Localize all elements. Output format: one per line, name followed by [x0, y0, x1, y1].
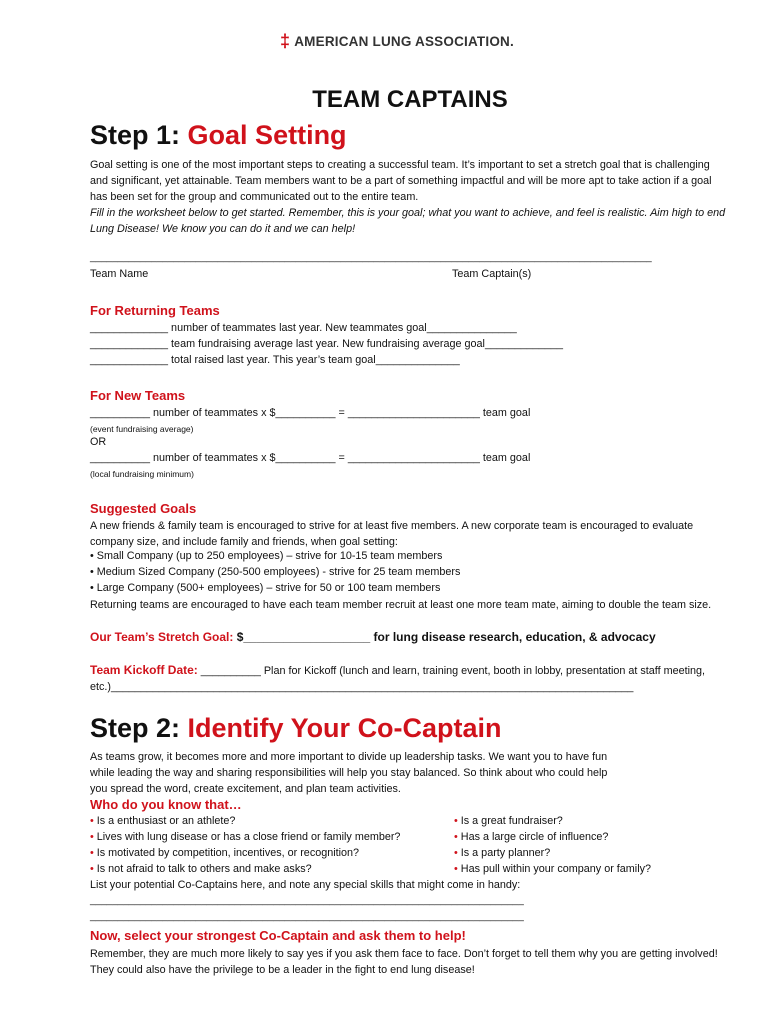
who-left-2-text: Lives with lung disease or has a close friend or family member?	[96, 831, 401, 843]
suggested-bullet-2: • Medium Sized Company (250-500 employees) - strive for 25 team members	[90, 566, 461, 578]
bullet-icon: •	[454, 831, 458, 843]
step1-label: Goal Setting	[187, 120, 347, 150]
who-left-4	[90, 863, 312, 875]
who-right-1	[454, 815, 563, 827]
bullet-icon: •	[90, 847, 94, 859]
returning-note: Returning teams are encouraged to have each team member recruit at least one more team mate, aiming to double the team size.	[90, 599, 712, 611]
kickoff-label: Team Kickoff Date:	[90, 663, 198, 677]
select-heading: Now, select your strongest Co-Captain and ask them to help!	[90, 928, 466, 943]
stretch-goal-tail: for lung disease research, education, & advocacy	[370, 630, 656, 644]
cocaptain-blank-2: ______________________________________________________________________________	[90, 911, 524, 922]
who-right-3-text: Is a party planner?	[460, 847, 551, 859]
who-right-4-text: Has pull within your company or family?	[460, 863, 652, 875]
bullet-icon: •	[454, 815, 458, 827]
suggested-bullet-3: • Large Company (500+ employees) – strive for 50 or 100 team members	[90, 582, 441, 594]
who-left-3-text: Is motivated by competition, incentives, or recognition?	[96, 847, 360, 859]
who-left-3	[90, 847, 359, 859]
new-teams-line-1: __________ number of teammates x $__________ = ______________________ team goal	[90, 407, 531, 419]
who-left-1-text: Is a enthusiast or an athlete?	[96, 815, 236, 827]
who-right-2	[454, 831, 608, 843]
step1-intro-italic: Fill in the worksheet below to get started. Remember, this is your goal; what you want to achieve, and feel is realistic. Aim high to end Lung Disease! We know you can do it and we can help!	[90, 207, 726, 235]
logo-text: AMERICAN LUNG ASSOCIATION.	[294, 33, 514, 49]
team-blank-line: _____________________________________________________________________________________________________	[90, 252, 652, 263]
returning-heading: For Returning Teams	[90, 303, 220, 318]
cocaptain-blank-1: ______________________________________________________________________________	[90, 895, 524, 906]
list-prompt: List your potential Co-Captains here, and note any special skills that might come in handy:	[90, 879, 521, 891]
step2-prefix: Step 2:	[90, 713, 181, 743]
suggested-para: A new friends & family team is encouraged to strive for at least five members. A new corporate team is encouraged to evaluate company size, and include family and friends, when goal setting:	[90, 520, 694, 548]
returning-line-2: _____________ team fundraising average last year. New fundraising average goal_____________	[90, 338, 564, 350]
who-left-4-text: Is not afraid to talk to others and make asks?	[96, 863, 312, 875]
stretch-goal-blank: $___________________	[233, 630, 371, 644]
who-right-4	[454, 863, 651, 875]
step2-label: Identify Your Co-Captain	[187, 713, 502, 743]
new-teams-heading: For New Teams	[90, 388, 186, 403]
kickoff-text: __________ Plan for Kickoff (lunch and learn, training event, booth in lobby, presentation at staff meeting, etc.)_______________________________________________________________________________________	[90, 665, 706, 693]
new-teams-note-2: (local fundraising minimum)	[90, 469, 194, 479]
who-left-1	[90, 815, 235, 827]
new-teams-or: OR	[90, 436, 107, 448]
who-right-1-text: Is a great fundraiser?	[460, 815, 563, 827]
step1-heading	[90, 120, 347, 151]
who-right-3	[454, 847, 550, 859]
bullet-icon: •	[90, 831, 94, 843]
new-teams-line-2: __________ number of teammates x $__________ = ______________________ team goal	[90, 452, 531, 464]
bullet-icon: •	[454, 863, 458, 875]
step2-heading	[90, 713, 502, 744]
step2-intro: As teams grow, it becomes more and more important to divide up leadership tasks. We want you to have fun while leading the way and sharing responsibilities will help you stay balanced. So think about who could help you spread the word, create excitement, and plan team activities.	[90, 751, 608, 795]
stretch-goal	[90, 630, 656, 644]
team-captain-label: Team Captain(s)	[452, 268, 532, 280]
lorraine-cross-icon: ‡	[280, 31, 291, 51]
suggested-bullet-1: • Small Company (up to 250 employees) – strive for 10-15 team members	[90, 550, 443, 562]
kickoff	[90, 662, 730, 695]
step1-intro: Goal setting is one of the most important steps to creating a successful team. It’s important to set a stretch goal that is challenging and significant, yet attainable. Team members want to be a part of something impactful and will be more apt to take action if a goal has been set for the group and communicated out to the entire team.	[90, 159, 712, 203]
bullet-icon: •	[454, 847, 458, 859]
suggested-heading: Suggested Goals	[90, 501, 197, 516]
new-teams-note-1: (event fundraising average)	[90, 424, 194, 434]
who-left-2	[90, 831, 400, 843]
who-heading: Who do you know that…	[90, 797, 242, 812]
stretch-goal-label: Our Team’s Stretch Goal:	[90, 630, 234, 644]
returning-line-3: _____________ total raised last year. This year’s team goal______________	[90, 354, 460, 366]
closing-text: Remember, they are much more likely to say yes if you ask them face to face. Don’t forget to tell them why you are getting involved! They could also have the privilege to be a leader in the fight to end lung disease!	[90, 948, 718, 976]
team-name-label: Team Name	[90, 268, 149, 280]
bullet-icon: •	[90, 815, 94, 827]
who-right-2-text: Has a large circle of influence?	[460, 831, 609, 843]
logo	[280, 32, 514, 50]
step1-prefix: Step 1:	[90, 120, 181, 150]
page-title: TEAM CAPTAINS	[312, 86, 508, 113]
bullet-icon: •	[90, 863, 94, 875]
returning-line-1: _____________ number of teammates last year. New teammates goal_______________	[90, 322, 517, 334]
